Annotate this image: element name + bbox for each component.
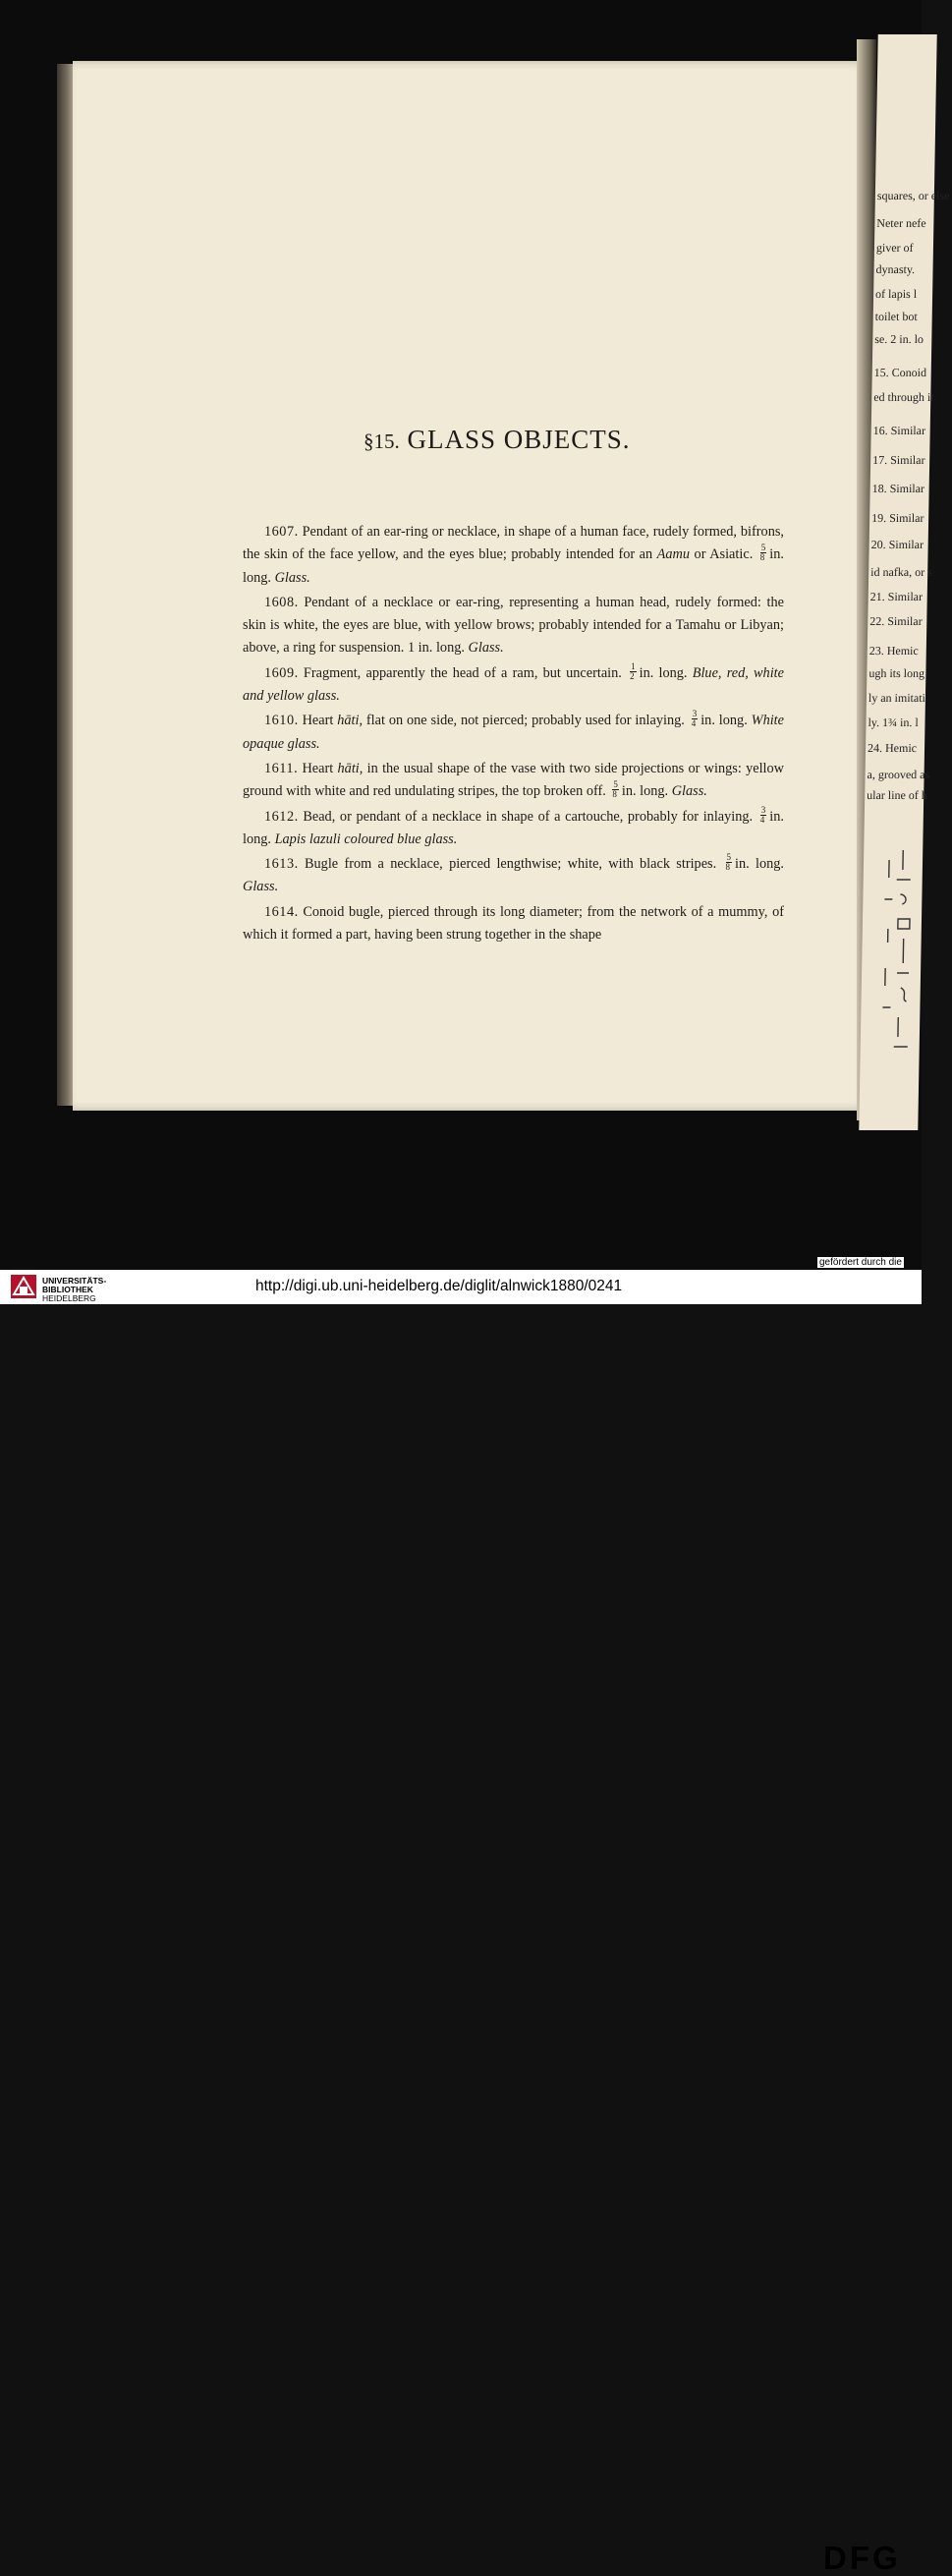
facing-page-line: squares, or else	[876, 189, 950, 202]
facing-page-line: toilet bot	[874, 310, 918, 323]
document-url-link[interactable]: http://digi.ub.uni-heidelberg.de/diglit/alnwick1880/0241	[255, 1278, 623, 1294]
facing-page-line: 23. Hemic	[868, 644, 919, 658]
facing-page-line: 21. Similar	[869, 590, 924, 603]
entry-italic-text: Glass.	[243, 879, 279, 895]
fraction-numerator: 1	[631, 660, 636, 671]
entry-text: Bugle from a necklace, pierced lengthwise; white, with black stripes.	[304, 856, 723, 873]
fraction-numerator: 5	[726, 852, 731, 863]
entry-text: Heart	[302, 760, 338, 776]
facing-page-line: ular line of h	[867, 788, 927, 802]
entry-italic-text: hāti,	[337, 760, 364, 776]
library-name-line: HEIDELBERG	[42, 1293, 96, 1303]
digitization-footer	[0, 1270, 922, 2576]
facing-page-line: 24. Hemic	[867, 741, 918, 755]
section-title: GLASS OBJECTS.	[407, 425, 631, 454]
fraction-numerator: 5	[760, 543, 766, 553]
facing-page-line: se. 2 in. lo	[874, 332, 924, 346]
facing-page-line: ugh its long	[868, 666, 925, 680]
facing-page-line: of lapis l	[875, 287, 918, 301]
fraction-numerator: 3	[760, 804, 766, 815]
catalogue-entry	[243, 521, 784, 590]
hieroglyph-column-icon	[860, 840, 923, 1066]
entry-text: in. long.	[243, 808, 784, 847]
library-name-line: UNIVERSITÄTS-	[42, 1276, 107, 1286]
catalogue-entries	[243, 521, 784, 948]
section-heading	[364, 425, 631, 455]
fraction	[692, 710, 699, 728]
fraction-denominator: 8	[612, 789, 617, 800]
catalogue-entry	[243, 758, 784, 804]
catalogue-entry	[243, 710, 784, 756]
facing-page-line: Neter nefe	[876, 216, 926, 230]
facing-page-line: ed through it	[873, 390, 934, 404]
entry-number: 1609.	[264, 664, 299, 681]
entry-text: in. long.	[700, 713, 752, 729]
entry-text: Conoid bugle, pierced through its long diameter; from the network of a mummy, of which it formed a part, having been strung together in the shape	[243, 903, 784, 944]
library-name	[42, 1277, 106, 1303]
facing-page-line: a, grooved as	[867, 768, 930, 781]
sponsor-label: gefördert durch die	[819, 1257, 902, 1268]
facing-page-line: giver of	[875, 241, 914, 255]
entry-text: flat on one side, not pierced; probably used for inlaying.	[363, 713, 689, 729]
entry-italic-text: Glass.	[671, 783, 707, 800]
facing-page-line: 17. Similar	[872, 453, 925, 467]
facing-page-line: 20. Similar	[870, 538, 924, 551]
entry-number: 1612.	[264, 808, 299, 825]
catalogue-entry	[243, 853, 784, 899]
entry-text: Pendant of a necklace or ear-ring, representing a human head, rudely formed: the skin is white, the eyes are blue, with yellow brows; probably intended for a Tamahu or Libyan; above, a ring for suspension. 1 in. long.	[243, 594, 784, 657]
entry-text: Heart	[302, 713, 338, 729]
entry-italic-text: Blue, red, white and yellow glass.	[243, 664, 784, 705]
fraction	[726, 853, 733, 872]
entry-number: 1607.	[264, 524, 299, 540]
facing-page-line: 15. Conoid	[873, 366, 927, 379]
entry-text: Fragment, apparently the head of a ram, but uncertain.	[303, 664, 628, 681]
entry-text: Bead, or pendant of a necklace in shape of a cartouche, probably for inlaying.	[303, 808, 757, 825]
entry-number: 1614.	[264, 903, 299, 920]
fraction-denominator: 2	[630, 670, 635, 681]
fraction-denominator: 4	[759, 814, 765, 825]
fraction-denominator: 8	[759, 552, 765, 563]
entry-text: in. long.	[243, 546, 784, 586]
facing-page-line: ly. 1¾ in. l	[868, 716, 919, 729]
section-number: §15.	[364, 429, 400, 453]
entry-text: in the usual shape of the vase with two side projections or wings: yellow ground with white and red undulating stripes, the top broken off.	[243, 760, 785, 800]
fraction	[760, 544, 767, 562]
entry-italic-text: hāti,	[337, 713, 364, 729]
facing-page-line: 18. Similar	[871, 482, 925, 495]
entry-italic-text: White opaque glass.	[243, 713, 785, 752]
university-library-logo-icon	[10, 1274, 37, 1299]
entry-number: 1611.	[264, 760, 299, 776]
facing-page-line: ly an imitati	[868, 691, 926, 705]
dfg-logo: DFG	[823, 2540, 901, 2576]
entry-text: in. long.	[639, 664, 693, 681]
entry-italic-text: Glass.	[274, 569, 310, 586]
facing-page-line: 19. Similar	[871, 511, 924, 525]
entry-number: 1613.	[264, 856, 299, 873]
facing-page-line: dynasty.	[875, 262, 916, 276]
catalogue-entry	[243, 592, 784, 660]
library-name-line: BIBLIOTHEK	[42, 1285, 93, 1294]
fraction	[760, 806, 767, 825]
scanned-book-spread	[0, 0, 950, 1270]
fraction-denominator: 8	[725, 862, 730, 873]
catalogue-entry	[243, 806, 784, 852]
fraction-numerator: 5	[613, 779, 618, 790]
fraction-numerator: 3	[692, 709, 698, 719]
facing-page-line: id nafka, or s	[870, 565, 932, 579]
fraction-denominator: 4	[691, 718, 697, 729]
entry-italic-text: Aamu	[656, 546, 691, 563]
entry-number: 1608.	[264, 594, 299, 610]
facing-page-line: 22. Similar	[869, 614, 923, 628]
entry-text: in. long.	[621, 783, 672, 800]
catalogue-entry	[243, 662, 784, 709]
fraction	[612, 780, 619, 799]
entry-italic-text: Glass.	[468, 640, 504, 657]
entry-text: in. long.	[735, 856, 784, 873]
entry-italic-text: Lapis lazuli coloured blue glass.	[274, 830, 458, 847]
catalogue-entry	[243, 901, 784, 947]
entry-text: Pendant of an ear-ring or necklace, in shape of a human face, rudely formed, bifrons, the skin of the face yellow, and the eyes blue; probably intended for an	[243, 524, 784, 563]
entry-text: or Asiatic.	[690, 546, 757, 563]
entry-number: 1610.	[264, 713, 299, 729]
fraction	[630, 662, 637, 681]
facing-page-line: 16. Similar	[872, 424, 926, 437]
